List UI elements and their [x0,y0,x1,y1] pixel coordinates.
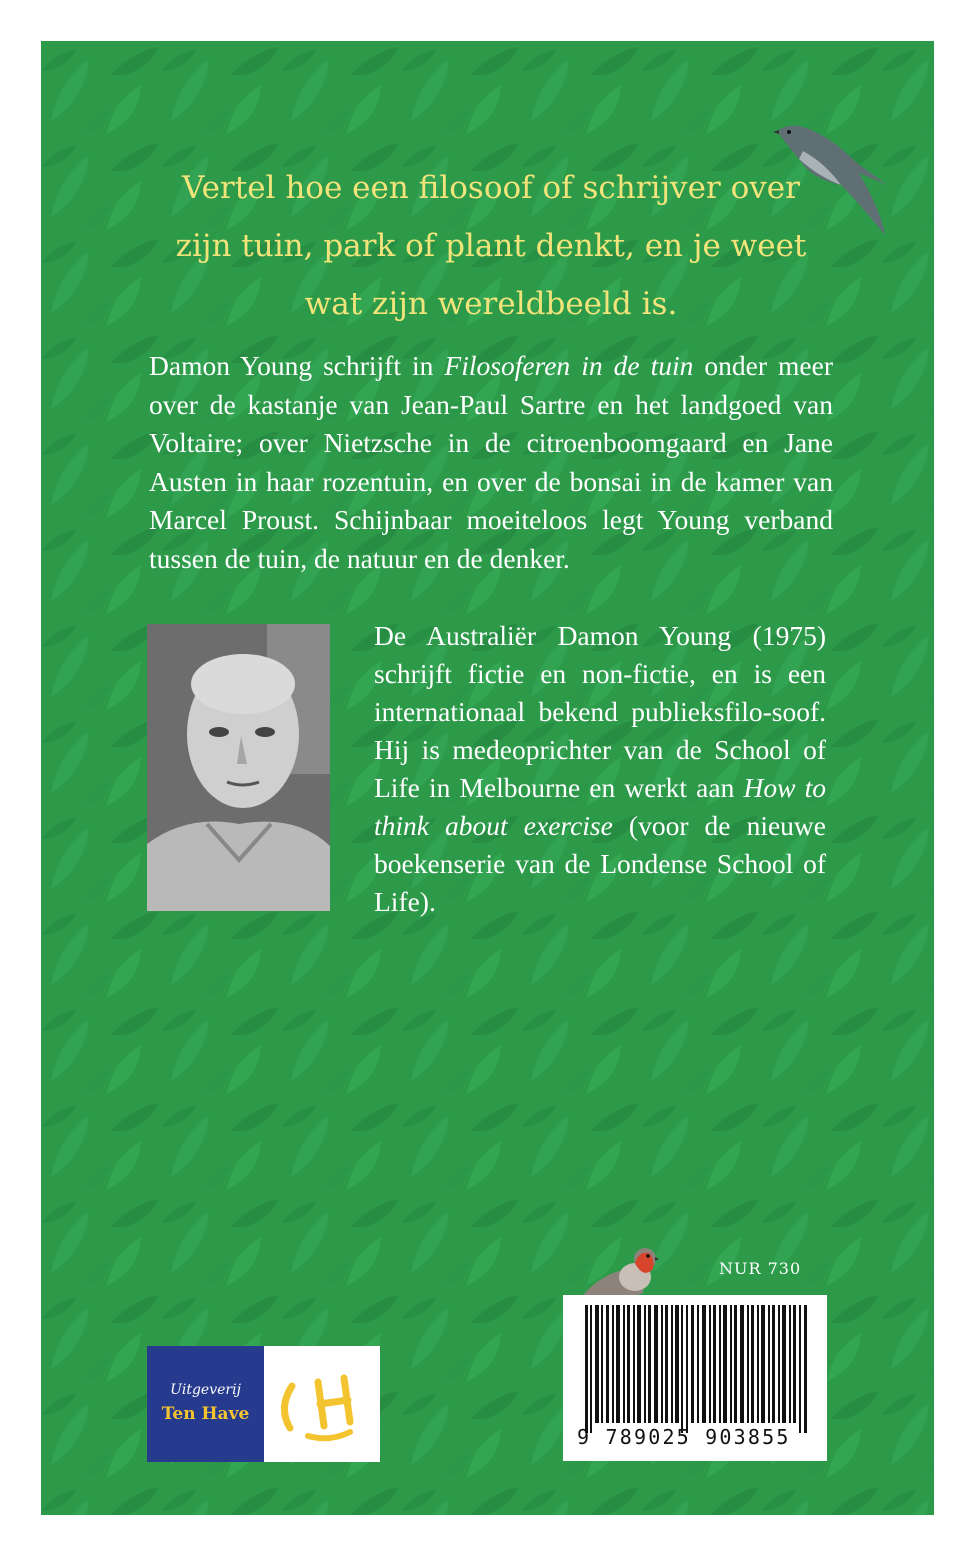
publisher-name: Ten Have [161,1404,250,1424]
quote-line-2: zijn tuin, park of plant denkt, en je weet [175,228,807,264]
bio-book-title: How to think about exercise [374,772,826,841]
bio-text-end: (voor de nieuwe boekenserie van de Londense School of Life). [374,810,827,917]
bio-text-start: De Australiër Damon Young (1975) schrijft fictie en non-fictie, en is een internationaal bekend publieksfilo-soof. Hij is medeoprichter van de School of Life in Melbourne en werkt aan [374,620,826,803]
publisher-logo [147,1346,380,1462]
back-cover [41,41,934,1515]
robin-bird-icon [579,1237,659,1299]
isbn-number: 9 789025 903855 [577,1425,791,1449]
ten-have-logo-icon [264,1346,380,1462]
quote-line-3: wat zijn wereldbeeld is. [304,286,678,322]
pull-quote [151,159,831,333]
publisher-mark-panel [264,1346,380,1462]
author-bio [374,617,826,921]
publisher-name-panel [147,1346,264,1462]
book-description [149,347,833,578]
author-photo [147,624,330,911]
blurb-text-start: Damon Young schrijft in [149,350,445,381]
blurb-book-title: Filosoferen in de tuin [444,350,694,381]
publisher-label: Uitgeverij [170,1382,241,1398]
quote-line-1: Vertel hoe een filosoof of schrijver over [182,170,800,206]
nur-code: NUR 730 [719,1259,802,1278]
isbn-barcode [563,1295,827,1461]
blurb-text-end: onder meer over de kastanje van Jean-Paul Sartre en het landgoed van Voltaire; over Nietzsche in de citroenboomgaard en Jane Austen in haar rozentuin, en over de bonsai in de kamer van Marcel Proust. Schijnbaar moeiteloos legt Young verband tussen de tuin, de natuur en de denker. [149,350,834,574]
